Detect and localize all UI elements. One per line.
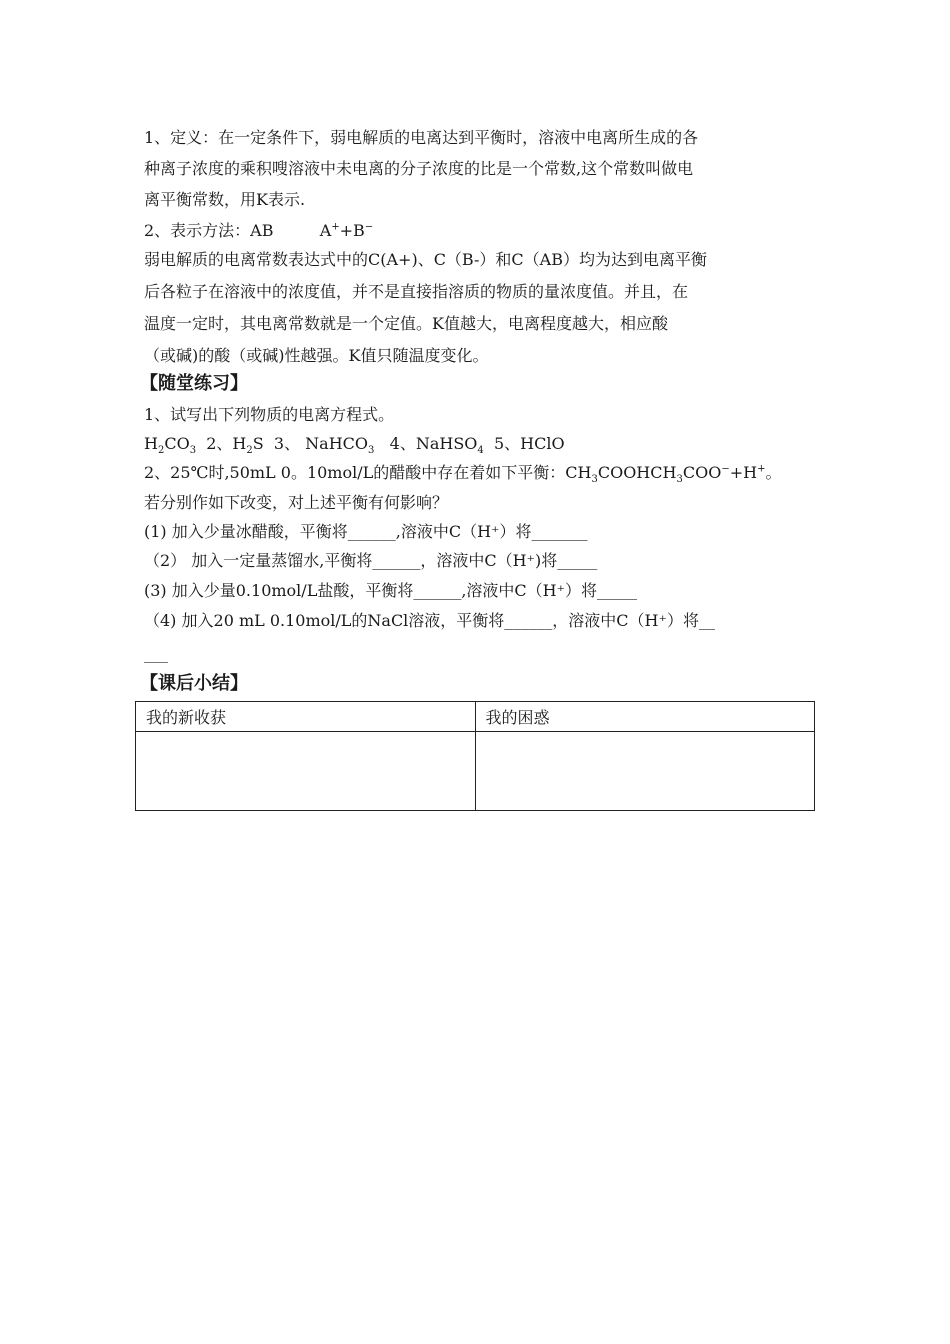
expression-anion: +B [339, 221, 365, 240]
subscript: 3 [676, 474, 683, 486]
practice-question-2 [144, 462, 781, 484]
practice-item-2: （2） 加入一定量蒸馏水,平衡将______，溶液中C（H⁺)将_____ [144, 551, 598, 570]
explanation-line-1: 弱电解质的电离常数表达式中的C(A+)、C（B-）和C（AB）均为达到电离平衡 [144, 250, 707, 269]
expression-cation: A [319, 221, 332, 240]
practice-heading: 【随堂练习】 [140, 373, 248, 394]
explanation-line-3: 温度一定时，其电离常数就是一个定值。K值越大，电离程度越大，相应酸 [144, 314, 668, 333]
subscript: 2 [246, 445, 253, 457]
expression-line [144, 220, 373, 242]
formula-h2co3: H [144, 434, 158, 453]
formula-text: CO [164, 434, 190, 453]
superscript: + [757, 463, 766, 475]
subscript: 2 [157, 445, 165, 457]
subscript: 3 [591, 474, 598, 486]
practice-question-1: 1、试写出下列物质的电离方程式。 [144, 405, 395, 424]
definition-line-2: 种离子浓度的乘积嗖溶液中未电离的分子浓度的比是一个常数,这个常数叫做电 [144, 159, 694, 178]
q2-text: +H [729, 463, 758, 482]
q2-text: COOHCH [597, 463, 677, 482]
cation-charge: + [331, 221, 340, 233]
explanation-line-4: （或碱)的酸（或碱)性越强。K值只随温度变化。 [144, 346, 489, 365]
anion-charge: − [364, 221, 374, 233]
summary-body-row [136, 732, 815, 811]
practice-item-4: （4) 加入20 mL 0.10mol/L的NaCl溶液，平衡将______，溶液中C（H⁺）将__ [144, 611, 715, 630]
superscript: − [721, 463, 730, 475]
summary-col-confusions: 我的困惑 [475, 702, 815, 732]
q2-text: COO [682, 463, 722, 482]
formula-nahso4: 4、NaHSO [374, 434, 478, 453]
summary-header-row [136, 702, 815, 732]
summary-heading: 【课后小结】 [140, 673, 248, 694]
explanation-line-2: 后各粒子在溶液中的浓度值，并不是直接指溶质的物质的量浓度值。并且，在 [144, 282, 689, 301]
summary-cell-confusions[interactable] [475, 732, 815, 811]
q2-text: 2、25℃时,50mL 0。10mol/L的醋酸中存在着如下平衡：CH [144, 463, 592, 482]
summary-cell-gains[interactable] [136, 732, 476, 811]
definition-line-3: 离平衡常数，用K表示. [144, 190, 306, 209]
formula-h2s: 2、H [196, 434, 247, 453]
practice-item-1: (1) 加入少量冰醋酸，平衡将______,溶液中C（H⁺）将_______ [144, 522, 588, 541]
practice-item-4-continued: ___ [144, 644, 168, 663]
summary-table [135, 701, 815, 811]
definition-line-1: 1、定义：在一定条件下，弱电解质的电离达到平衡时，溶液中电离所生成的各 [144, 128, 699, 147]
subscript: 3 [189, 445, 197, 457]
summary-col-gains: 我的新收获 [136, 702, 476, 732]
formula-hclo: 5、HClO [483, 434, 565, 453]
practice-question-2-line-2: 若分别作如下改变，对上述平衡有何影响？ [144, 493, 449, 512]
formula-list [144, 433, 565, 455]
q2-text: 。 [765, 463, 782, 482]
expression-label: 2、表示方法：AB [144, 221, 274, 240]
formula-nahco3: S 3、 NaHCO [252, 434, 369, 453]
practice-item-3: (3) 加入少量0.10mol/L盐酸，平衡将______,溶液中C（H⁺）将_____ [144, 581, 638, 600]
subscript: 3 [368, 445, 375, 457]
subscript: 4 [477, 445, 484, 457]
